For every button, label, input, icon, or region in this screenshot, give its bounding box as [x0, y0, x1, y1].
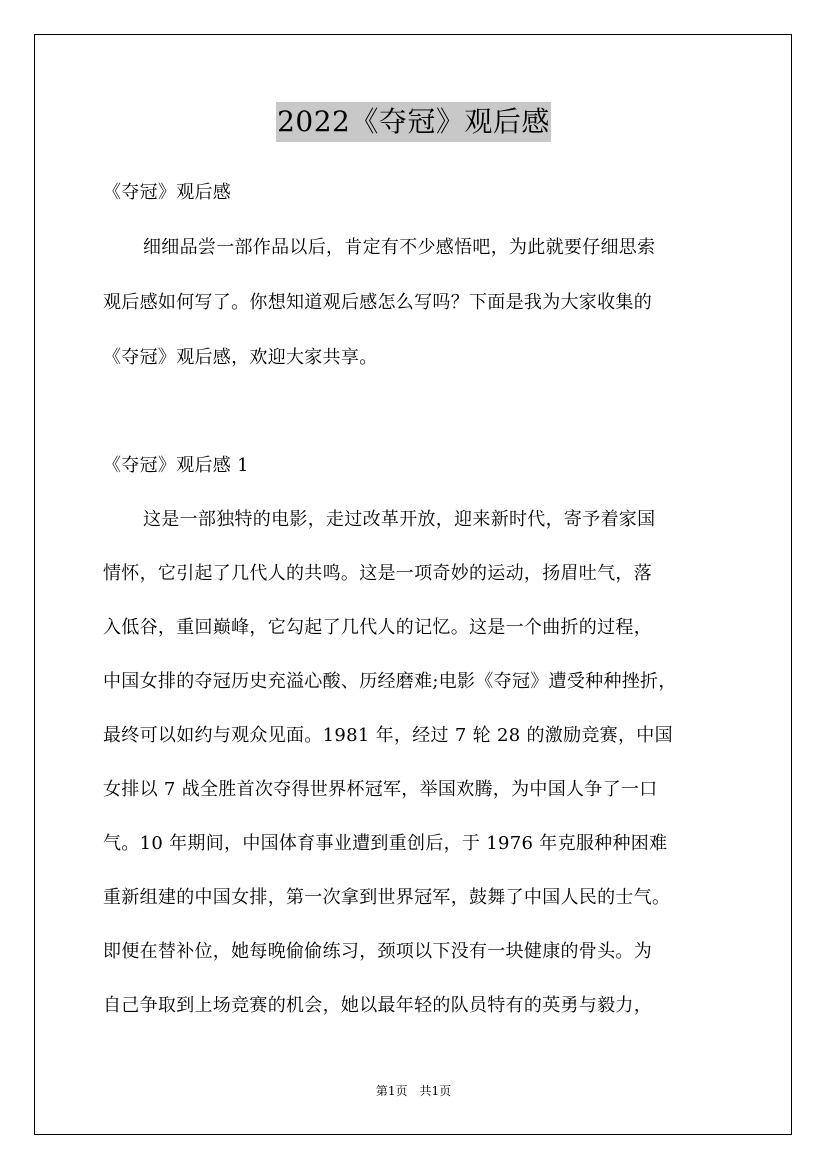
intro-line: 《夺冠》观后感，欢迎大家共享。 [103, 347, 378, 368]
page-footer: 第1页 共1页 [375, 1084, 452, 1098]
body-line: 自己争取到上场竞赛的机会，她以最年轻的队员特有的英勇与毅力， [103, 995, 652, 1016]
body-line: 这是一部独特的电影，走过改革开放，迎来新时代，寄予着家国 [143, 509, 656, 530]
body-line: 女排以 7 战全胜首次夺得世界杯冠军，举国欢腾，为中国人争了一口 [103, 779, 658, 800]
body-line: 气。10 年期间，中国体育事业遭到重创后，于 1976 年克服种种困难 [103, 833, 668, 854]
intro-line: 观后感如何写了。你想知道观后感怎么写吗？下面是我为大家收集的 [103, 292, 652, 313]
intro-line: 细细品尝一部作品以后，肯定有不少感悟吧，为此就要仔细思索 [143, 237, 656, 258]
body-line: 即便在替补位，她每晚偷偷练习，颈项以下没有一块健康的骨头。为 [103, 941, 652, 962]
body-line: 最终可以如约与观众见面。1981 年，经过 7 轮 28 的激励竞赛，中国 [103, 725, 673, 746]
body-line: 中国女排的夺冠历史充溢心酸、历经磨难;电影《夺冠》遭受种种挫折， [103, 671, 677, 692]
intro-heading: 《夺冠》观后感 [103, 182, 232, 203]
body-line: 情怀，它引起了几代人的共鸣。这是一项奇妙的运动，扬眉吐气，落 [103, 563, 652, 584]
document-title: 2022《夺冠》观后感 [276, 102, 551, 142]
title-wrap [0, 102, 827, 142]
section-heading: 《夺冠》观后感 1 [103, 455, 249, 476]
body-line: 入低谷，重回巅峰，它勾起了几代人的记忆。这是一个曲折的过程， [103, 617, 652, 638]
body-line: 重新组建的中国女排，第一次拿到世界冠军，鼓舞了中国人民的士气。 [103, 887, 671, 908]
